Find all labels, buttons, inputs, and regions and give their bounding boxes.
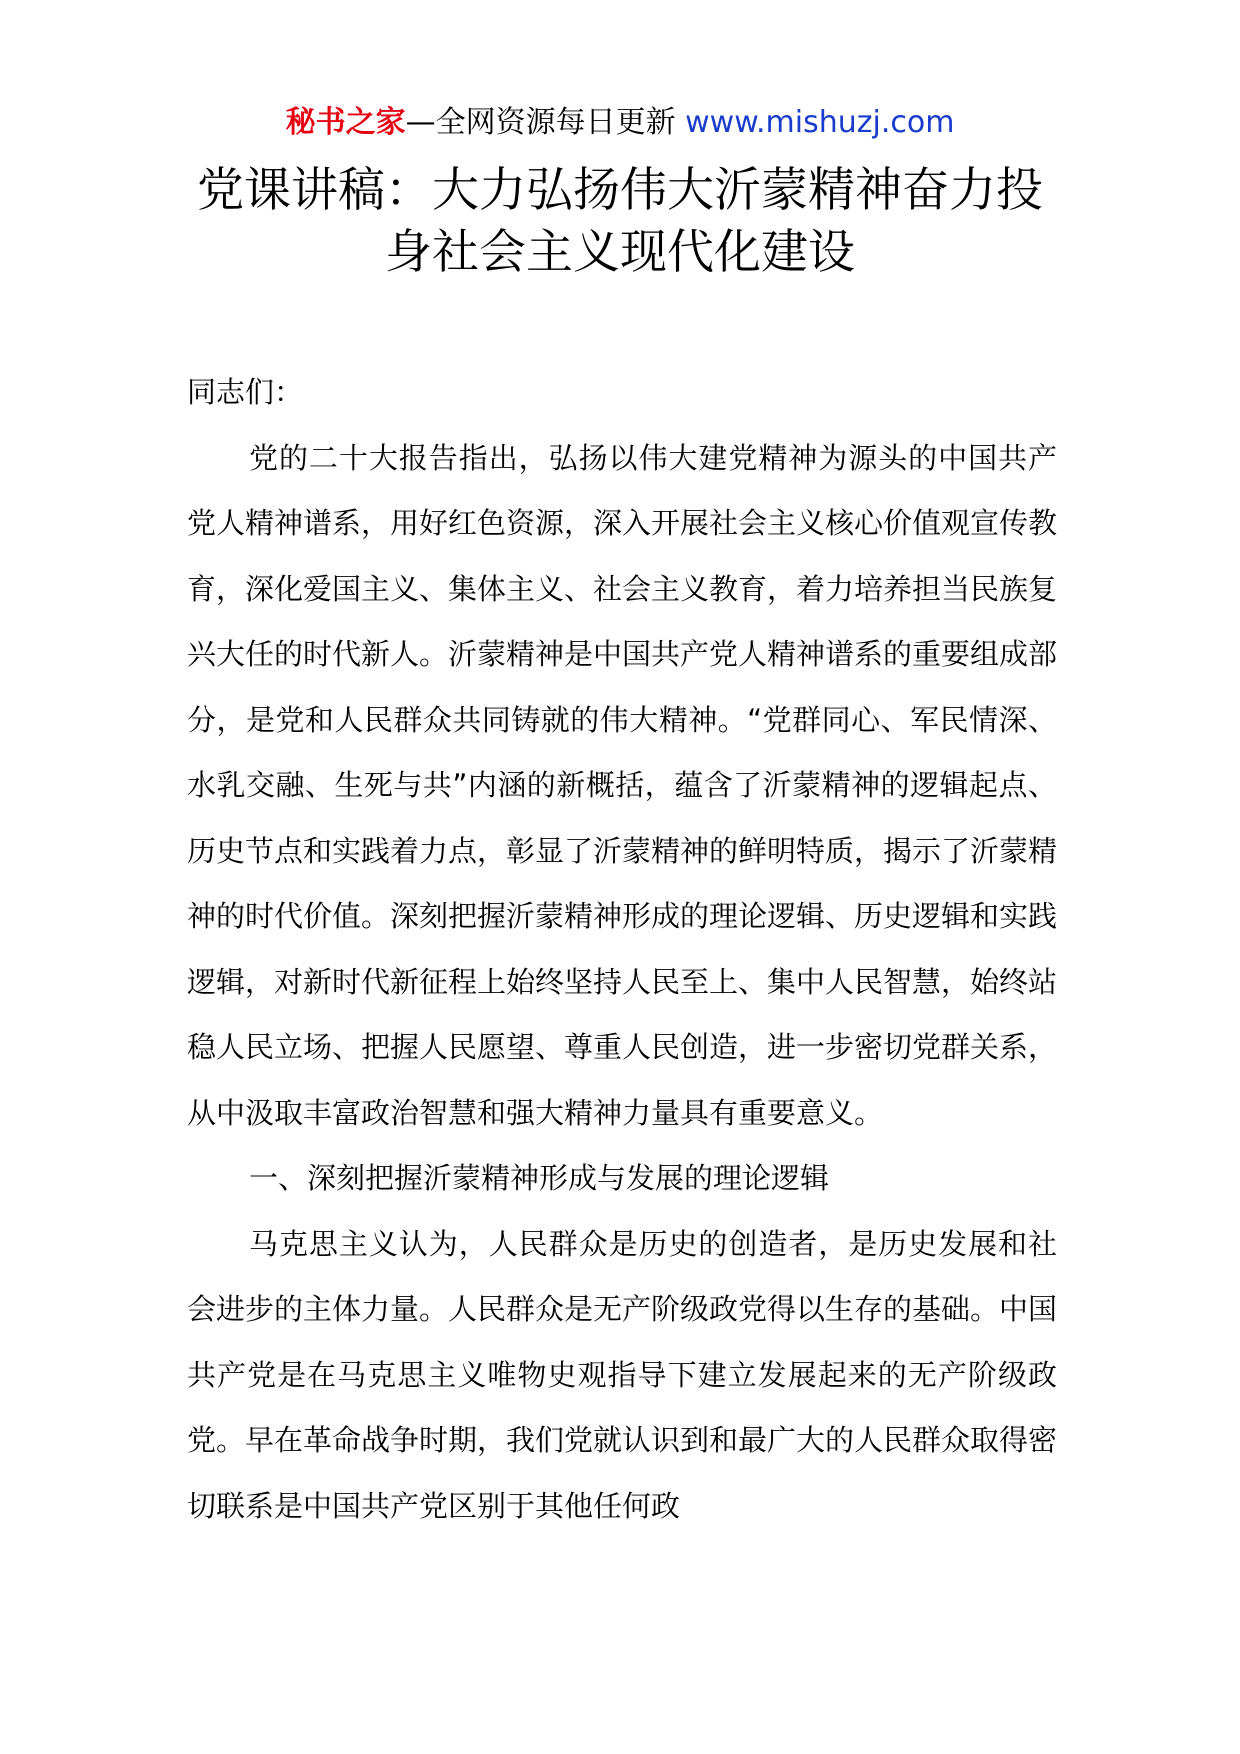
- salutation: 同志们：: [187, 375, 304, 409]
- document-body: [187, 360, 1057, 1539]
- site-banner: [0, 98, 1240, 148]
- body-paragraph: 党的二十大报告指出，弘扬以伟大建党精神为源头的中国共产党人精神谱系，用好红色资源，深入开展社会主义核心价值观宣传教育，深化爱国主义、集体主义、社会主义教育，着力培养担当民族复兴大任的时代新人。沂蒙精神是中国共产党人精神谱系的重要组成部分，是党和人民群众共同铸就的伟大精神。“党群同心、军民情深、水乳交融、生死与共”内涵的新概括，蕴含了沂蒙精神的逻辑起点、历史节点和实践着力点，彰显了沂蒙精神的鲜明特质，揭示了沂蒙精神的时代价值。深刻把握沂蒙精神形成的理论逻辑、历史逻辑和实践逻辑，对新时代新征程上始终坚持人民至上、集中人民智慧，始终站稳人民立场、把握人民愿望、尊重人民创造，进一步密切党群关系，从中汲取丰富政治智慧和强大精神力量具有重要意义。: [187, 440, 1058, 1130]
- title-line-2: 身社会主义现代化建设: [385, 225, 855, 280]
- site-url-link[interactable]: www.mishuzj.com: [685, 105, 955, 140]
- brand-name: 秘书之家: [285, 105, 406, 140]
- banner-slogan: —全网资源每日更新: [405, 105, 686, 140]
- document-title: [0, 160, 1240, 284]
- section-heading: 一、深刻把握沂蒙精神形成与发展的理论逻辑: [249, 1161, 830, 1195]
- title-line-1: 党课讲稿：大力弘扬伟大沂蒙精神奋力投: [197, 163, 1043, 218]
- body-paragraph: 马克思主义认为，人民群众是历史的创造者，是历史发展和社会进步的主体力量。人民群众是无产阶级政党得以生存的基础。中国共产党是在马克思主义唯物史观指导下建立发展起来的无产阶级政党。早在革命战争时期，我们党就认识到和最广大的人民群众取得密切联系是中国共产党区别于其他任何政: [187, 1226, 1058, 1523]
